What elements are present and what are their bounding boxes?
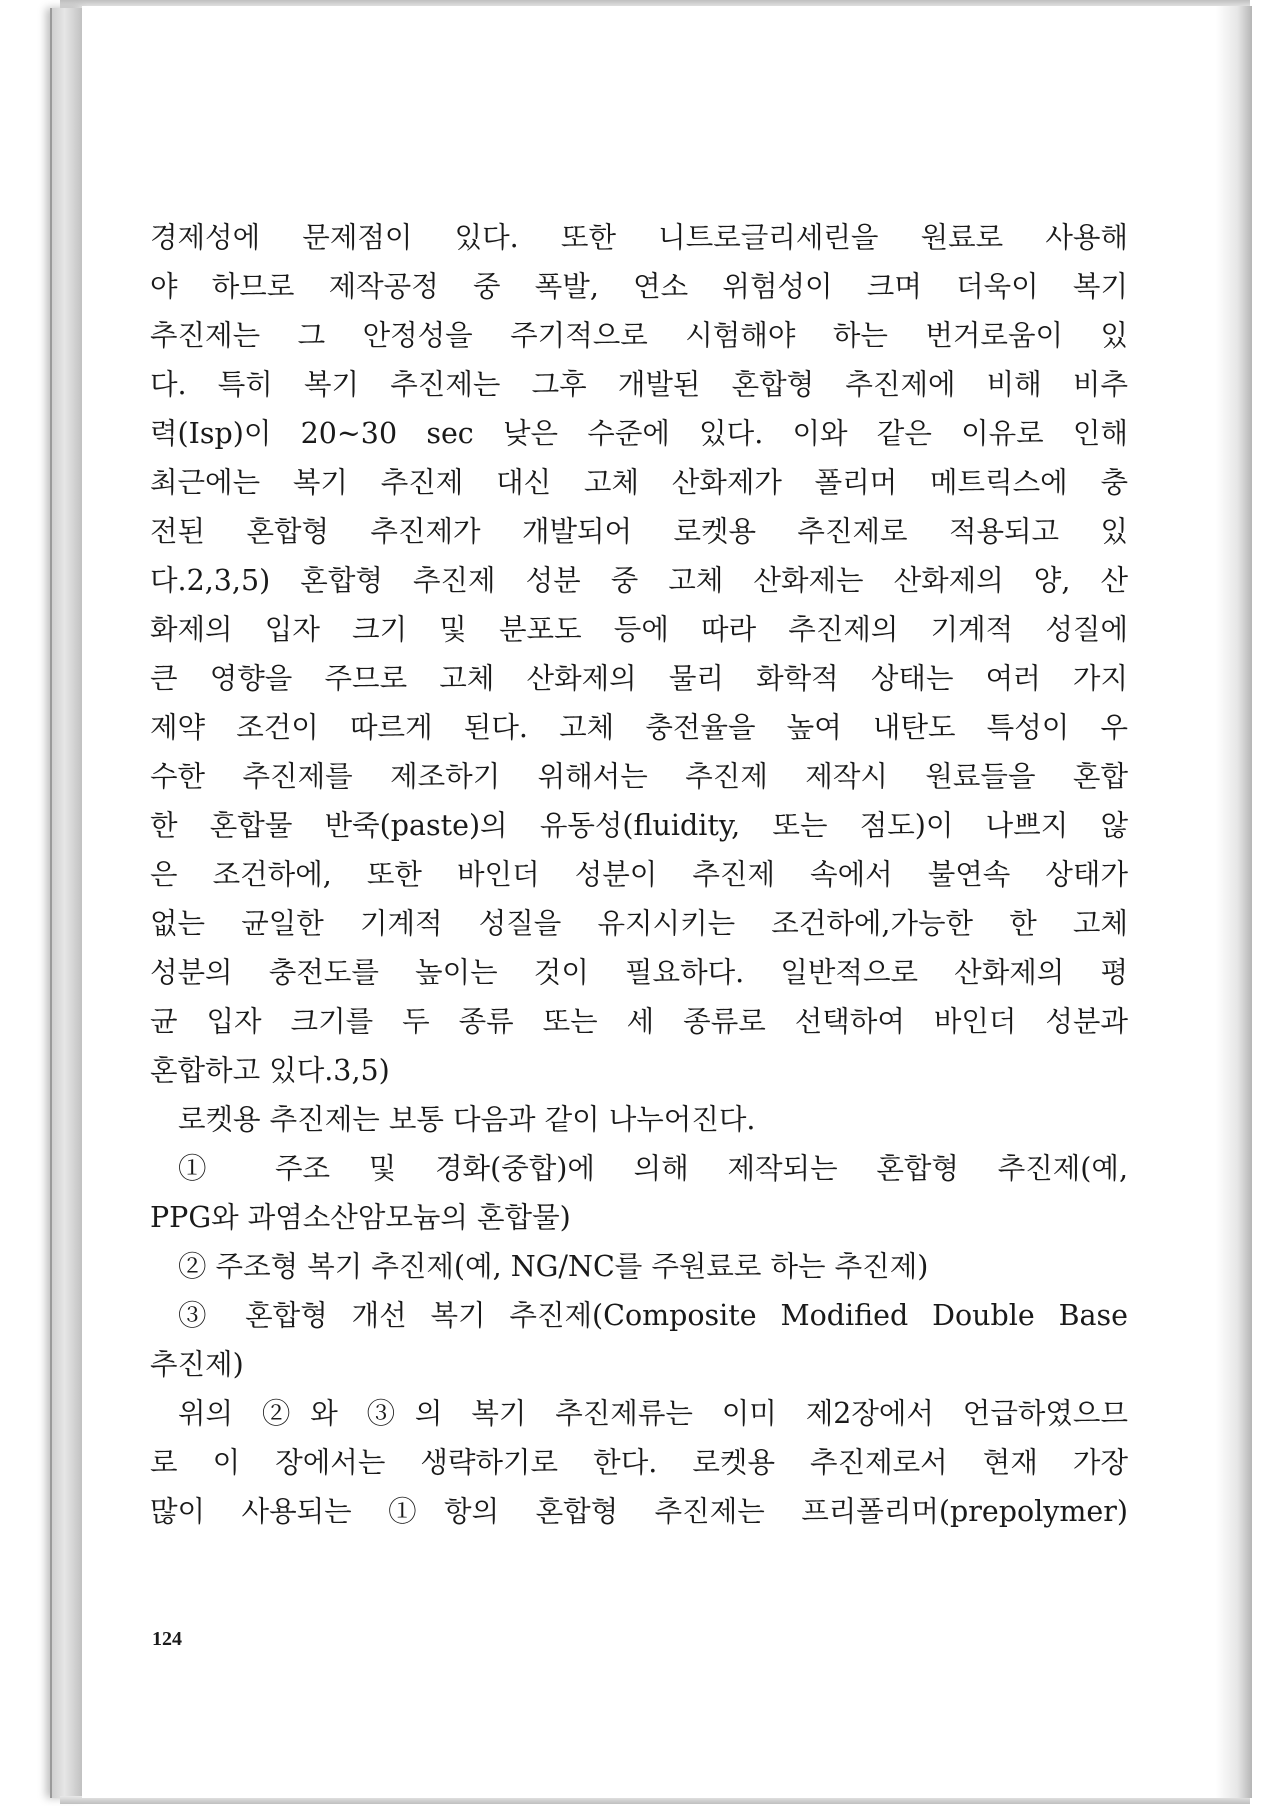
- text-line: 균 입자 크기를 두 종류 또는 세 종류로 선택하여 바인더 성분과: [150, 1005, 1128, 1038]
- text-line: 한 혼합물 반죽(paste)의 유동성(fluidity, 또는 점도)이 나쁘지 않: [150, 809, 1128, 842]
- list-item-2: ② 주조형 복기 추진제(예, NG/NC를 주원료로 하는 추진제): [178, 1250, 929, 1283]
- text-line: 경제성에 문제점이 있다. 또한 니트로글리세린을 원료로 사용해: [150, 221, 1128, 254]
- paragraph-start: 위의 ②와 ③의 복기 추진제류는 이미 제2장에서 언급하였으므: [178, 1397, 1128, 1430]
- text-line: 많이 사용되는 ①항의 혼합형 추진제는 프리폴리머(prepolymer): [150, 1495, 1128, 1528]
- page-number: 124: [152, 1628, 182, 1650]
- list-item-3: ③ 혼합형 개선 복기 추진제(Composite Modified Double Base: [178, 1299, 1128, 1332]
- text-line: 다. 특히 복기 추진제는 그후 개발된 혼합형 추진제에 비해 비추: [150, 368, 1128, 401]
- text-line: 혼합하고 있다.3,5): [150, 1054, 390, 1087]
- text-line: 력(Isp)이 20~30 sec 낮은 수준에 있다. 이와 같은 이유로 인해: [150, 417, 1128, 450]
- text-line: 추진제는 그 안정성을 주기적으로 시험해야 하는 번거로움이 있: [150, 319, 1128, 352]
- list-item-1-cont: PPG와 과염소산암모늄의 혼합물): [150, 1201, 571, 1234]
- text-line: 화제의 입자 크기 및 분포도 등에 따라 추진제의 기계적 성질에: [150, 613, 1128, 646]
- text-line: 다.2,3,5) 혼합형 추진제 성분 중 고체 산화제는 산화제의 양, 산: [150, 564, 1128, 597]
- page-stack-edge: [50, 8, 84, 1798]
- text-line: 수한 추진제를 제조하기 위해서는 추진제 제작시 원료들을 혼합: [150, 760, 1128, 793]
- text-line: 제약 조건이 따르게 된다. 고체 충전율을 높여 내탄도 특성이 우: [150, 711, 1128, 744]
- body-text: [150, 213, 1128, 1536]
- text-line: 로 이 장에서는 생략하기로 한다. 로켓용 추진제로서 현재 가장: [150, 1446, 1128, 1479]
- text-line: 은 조건하에, 또한 바인더 성분이 추진제 속에서 불연속 상태가: [150, 858, 1128, 891]
- text-line: 없는 균일한 기계적 성질을 유지시키는 조건하에,가능한 한 고체: [150, 907, 1128, 940]
- text-line: 야 하므로 제작공정 중 폭발, 연소 위험성이 크며 더욱이 복기: [150, 270, 1128, 303]
- list-item-3-cont: 추진제): [150, 1348, 244, 1381]
- page-gutter-shadow: [1216, 6, 1252, 1798]
- text-line: 최근에는 복기 추진제 대신 고체 산화제가 폴리머 메트릭스에 충: [150, 466, 1128, 499]
- text-line: 전된 혼합형 추진제가 개발되어 로켓용 추진제로 적용되고 있: [150, 515, 1128, 548]
- text-line: 성분의 충전도를 높이는 것이 필요하다. 일반적으로 산화제의 평: [150, 956, 1128, 989]
- text-line: 큰 영향을 주므로 고체 산화제의 물리 화학적 상태는 여러 가지: [150, 662, 1128, 695]
- paragraph-start: 로켓용 추진제는 보통 다음과 같이 나누어진다.: [178, 1103, 756, 1136]
- list-item-1: ① 주조 및 경화(중합)에 의해 제작되는 혼합형 추진제(예,: [178, 1152, 1128, 1185]
